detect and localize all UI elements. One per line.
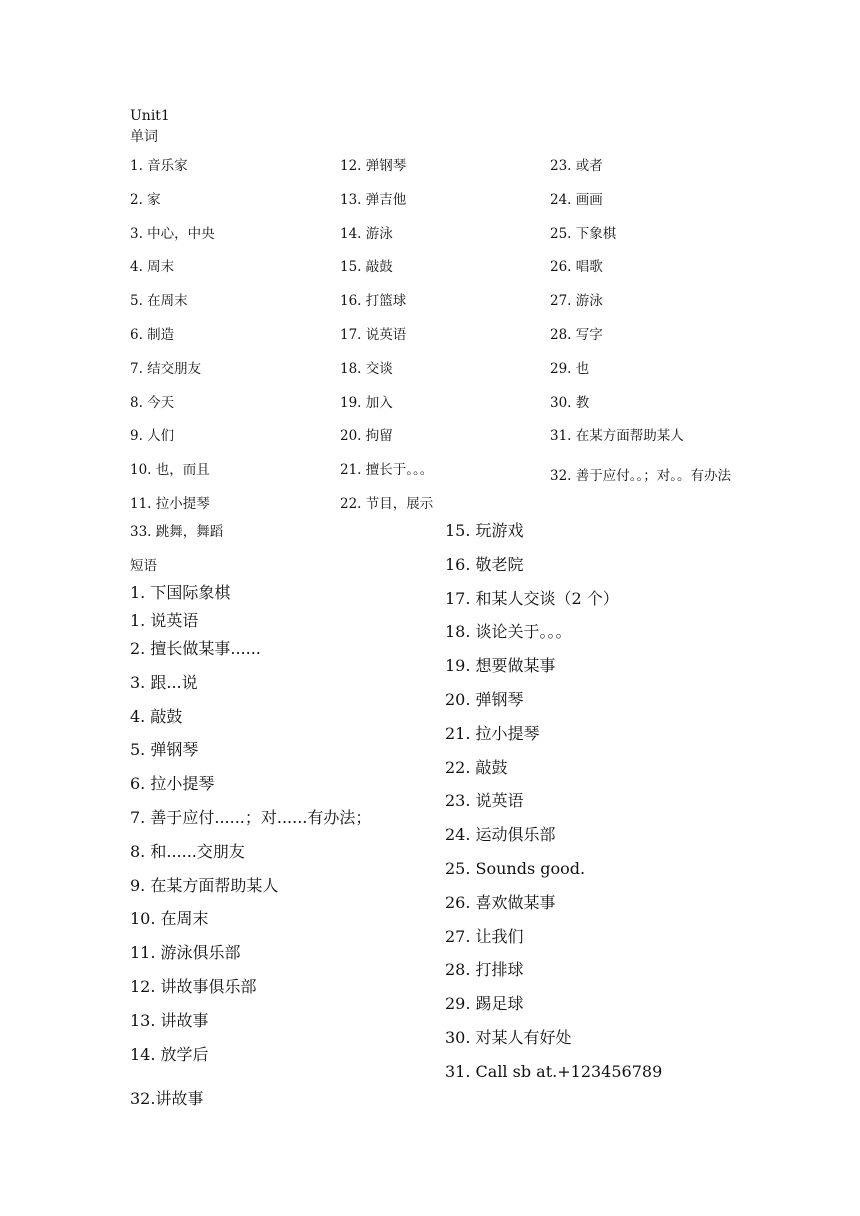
word-item: 18. 交谈	[340, 360, 393, 377]
phrase-item: 12. 讲故事俱乐部	[130, 976, 257, 996]
phrase-item: 15. 玩游戏	[445, 521, 524, 540]
word-item: 19. 加入	[340, 394, 393, 411]
word-item: 2. 家	[130, 191, 161, 208]
phrase-item: 14. 放学后	[130, 1044, 209, 1064]
phrase-item: 31. Call sb at.+123456789	[445, 1061, 663, 1081]
word-item: 27. 游泳	[550, 293, 603, 310]
word-item: 32. 善于应付。。；对。。有办法	[550, 468, 732, 485]
phrase-item: 3. 跟...说	[130, 672, 198, 692]
word-item: 12. 弹钢琴	[340, 158, 407, 174]
word-item: 20. 拘留	[340, 428, 393, 445]
word-item: 4. 周末	[130, 259, 175, 276]
phrase-item: 22. 敲鼓	[445, 757, 508, 777]
phrase-item: 16. 敬老院	[445, 554, 524, 574]
word-item: 17. 说英语	[340, 326, 407, 343]
phrase-item: 8. 和......交朋友	[130, 841, 245, 861]
word-item: 13. 弹吉他	[340, 191, 407, 208]
word-item: 6. 制造	[130, 326, 175, 343]
phrase-item: 28. 打排球	[445, 960, 524, 980]
word-item: 22. 节目，展示	[340, 495, 434, 512]
phrase-item: 32.讲故事	[130, 1089, 204, 1108]
unit-title: Unit1	[130, 108, 170, 124]
phrase-item: 5. 弹钢琴	[130, 740, 199, 760]
word-list-column-3	[550, 156, 740, 494]
phrase-item: 6. 拉小提琴	[130, 774, 215, 794]
phrase-item: 29. 踢足球	[445, 994, 524, 1014]
phrase-list-left	[130, 582, 371, 1077]
phrase-item: 17. 和某人交谈（2 个）	[445, 588, 619, 608]
word-item: 9. 人们	[130, 428, 175, 445]
word-item: 33. 跳舞，舞蹈	[130, 524, 224, 540]
words-heading: 单词	[130, 129, 158, 145]
word-item: 24. 画画	[550, 191, 603, 208]
word-item: 28. 写字	[550, 326, 603, 343]
phrase-item: 23. 说英语	[445, 791, 524, 811]
word-list-column-2	[340, 156, 540, 528]
word-item: 23. 或者	[550, 158, 603, 174]
word-item: 5. 在周末	[130, 293, 188, 310]
word-item: 15. 敲鼓	[340, 259, 393, 276]
phrase-item: 13. 讲故事	[130, 1010, 209, 1030]
phrase-item: 4. 敲鼓	[130, 706, 183, 726]
phrase-item: 30. 对某人有好处	[445, 1027, 572, 1047]
phrase-item: 2. 擅长做某事......	[130, 639, 261, 658]
phrase-item: 21. 拉小提琴	[445, 723, 540, 743]
phrase-item: 11. 游泳俱乐部	[130, 943, 241, 963]
phrase-item: 9. 在某方面帮助某人	[130, 875, 279, 895]
word-item: 29. 也	[550, 360, 590, 377]
phrase-item: 20. 弹钢琴	[445, 689, 524, 709]
phrase-item: 19. 想要做某事	[445, 656, 556, 676]
phrase-item: 27. 让我们	[445, 926, 524, 946]
word-item: 16. 打篮球	[340, 293, 407, 310]
word-item: 25. 下象棋	[550, 225, 617, 242]
word-item: 21. 擅长于。。。	[340, 462, 434, 479]
word-item: 30. 教	[550, 394, 590, 411]
word-list-column-1	[130, 156, 330, 528]
phrase-item: 25. Sounds good.	[445, 858, 586, 878]
word-item: 8. 今天	[130, 394, 175, 411]
word-item: 1. 音乐家	[130, 158, 188, 174]
phrase-item: 1. 说英语	[130, 611, 199, 630]
phrase-item: 1. 下国际象棋	[130, 583, 231, 602]
word-item: 3. 中心，中央	[130, 225, 215, 242]
word-item: 31. 在某方面帮助某人	[550, 428, 684, 445]
phrase-item: 24. 运动俱乐部	[445, 825, 556, 845]
word-item: 11. 拉小提琴	[130, 495, 210, 512]
phrase-item: 26. 喜欢做某事	[445, 892, 556, 912]
word-item: 26. 唱歌	[550, 259, 603, 276]
word-item: 14. 游泳	[340, 225, 393, 242]
phrases-heading: 短语	[130, 558, 157, 574]
word-item: 7. 结交朋友	[130, 360, 202, 377]
word-item: 10. 也，而且	[130, 462, 210, 479]
phrase-item: 10. 在周末	[130, 909, 209, 929]
phrase-list-right	[445, 520, 662, 1095]
phrase-item: 18. 谈论关于。。。	[445, 622, 572, 642]
phrase-item: 7. 善于应付......；对......有办法；	[130, 807, 372, 827]
